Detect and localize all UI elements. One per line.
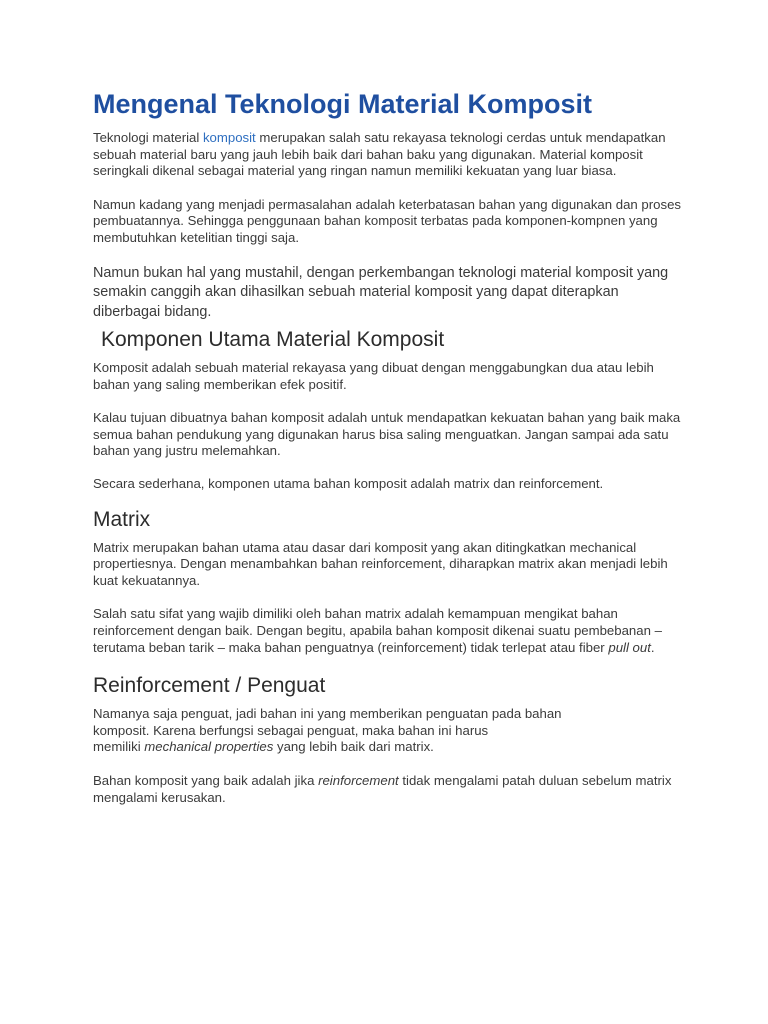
page-title: Mengenal Teknologi Material Komposit xyxy=(93,89,593,119)
komponen-paragraph-3: Secara sederhana, komponen utama bahan komposit adalah matrix dan reinforcement. xyxy=(93,476,604,492)
article xyxy=(93,86,683,806)
section-heading-reinforcement: Reinforcement / Penguat xyxy=(93,674,326,698)
section-heading-matrix: Matrix xyxy=(93,507,151,531)
reinforcement-line-1: Namanya saja penguat, jadi bahan ini yang memberikan penguatan pada bahan xyxy=(93,706,562,722)
intro-paragraph-3: Namun bukan hal yang mustahil, dengan perkembangan teknologi material komposit yang semakin canggih akan dihasilkan sebuah material komposit yang dapat diterapkan diberbagai bidang. xyxy=(93,264,669,320)
komposit-link[interactable]: komposit xyxy=(202,130,256,145)
reinforcement-p2-after-em: tidak mengalami patah duluan sebelum matrix mengalami kerusakan. xyxy=(93,772,672,805)
komponen-paragraph-1: Komposit adalah sebuah material rekayasa yang dibuat dengan menggabungkan dua atau lebih bahan yang saling memberikan efek positif. xyxy=(93,360,654,392)
intro-paragraph-2: Namun kadang yang menjadi permasalahan adalah keterbatasan bahan yang digunakan dan proses pembuatannya. Sehingga penggunaan bahan komposit terbatas pada komponen-kompnen yang membutuhkan ketelitian tinggi saja. xyxy=(93,196,681,245)
reinforcement-line-3-before-em: memiliki xyxy=(93,739,145,755)
intro-text-before-link: Teknologi material xyxy=(93,130,203,145)
reinforcement-p2-before-em: Bahan komposit yang baik adalah jika xyxy=(93,772,319,788)
intro-paragraph-1 xyxy=(93,130,683,180)
matrix-text-before-em: Salah satu sifat yang wajib dimiliki oleh bahan matrix adalah kemampuan mengikat bahan reinforcement dengan baik. Dengan begitu, apabila bahan komposit dikenai suatu pembebanan – terutama beban tarik – maka bahan penguatnya (reinforcement) tidak terlepat atau fiber xyxy=(93,606,662,655)
matrix-text-after-em: . xyxy=(650,639,655,655)
mechanical-properties-term: mechanical properties xyxy=(144,739,274,755)
intro-text-after-link: merupakan salah satu rekayasa teknologi cerdas untuk mendapatkan sebuah material baru yang jauh lebih baik dari bahan baku yang digunakan. Material komposit seringkali dikenal sebagai material yang ringan namun memiliki kekuatan yang luar biasa. xyxy=(93,130,666,179)
reinforcement-paragraph-1 xyxy=(93,706,683,756)
section-heading-komponen: Komponen Utama Material Komposit xyxy=(101,328,445,352)
reinforcement-line-2: komposit. Karena berfungsi sebagai penguat, maka bahan ini harus xyxy=(93,722,489,738)
matrix-paragraph-2 xyxy=(93,606,683,656)
reinforcement-paragraph-2 xyxy=(93,773,683,806)
matrix-paragraph-1: Matrix merupakan bahan utama atau dasar dari komposit yang akan ditingkatkan mechanical propertiesnya. Dengan menambahkan bahan reinforcement, diharapkan matrix akan menjadi lebih kuat kekuatannya. xyxy=(93,539,668,588)
komponen-paragraph-2: Kalau tujuan dibuatnya bahan komposit adalah untuk mendapatkan kekuatan bahan yang baik maka semua bahan pendukung yang digunakan harus bisa saling menguatkan. Jangan sampai ada satu bahan yang justru melemahkan. xyxy=(93,410,681,459)
reinforcement-term: reinforcement xyxy=(318,772,399,788)
reinforcement-line-3-after-em: yang lebih baik dari matrix. xyxy=(273,739,434,755)
pull-out-term: pull out xyxy=(608,639,651,655)
